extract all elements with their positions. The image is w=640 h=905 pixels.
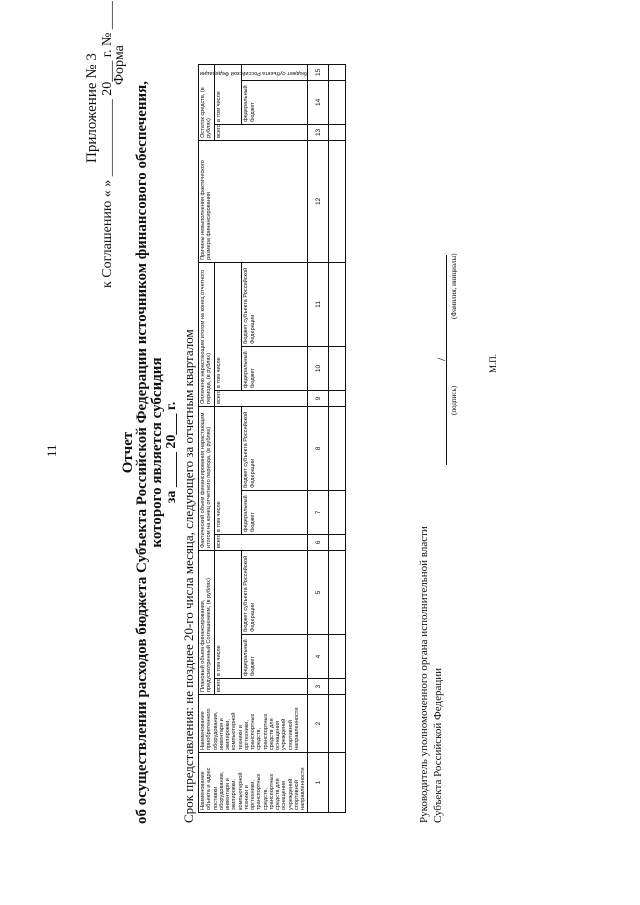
report-title-subject: об осуществлении расходов бюджета Субъекта Российской Федерации источником финансового обеспечения, (134, 80, 150, 825)
header-actual-funding: Фактический объем финансирования нарастающим итогом на конец отчетного периода, (в рублях) (199, 406, 215, 550)
header-object-address: Наименование объекта и адрес поставки оборудования, инвентаря и экипировки, компьютерной техники и оргтехники, транспортных средств, транспортных средств для оснащения учреждений спортивной направленности (199, 753, 308, 813)
header-row-1 (199, 64, 215, 812)
column-number: 7 (308, 490, 329, 534)
column-number: 4 (308, 635, 329, 679)
table-cell[interactable] (329, 550, 346, 634)
report-title: Отчет (120, 431, 136, 474)
report-table (198, 64, 346, 813)
column-number: 12 (308, 140, 329, 262)
header-total: всего (214, 534, 308, 550)
header-federal (242, 80, 308, 124)
column-number: 2 (308, 695, 329, 753)
header-planned-funding: Плановый объем финансирования, предусмотренный Соглашением, (в рублях) (199, 550, 215, 694)
page-number: 11 (44, 444, 59, 457)
header-total: всего (214, 390, 308, 406)
column-number: 11 (308, 262, 329, 346)
table-cell[interactable] (329, 490, 346, 534)
column-number: 10 (308, 346, 329, 390)
table-cell[interactable] (329, 80, 346, 124)
report-period: за _____ 20___ г. (164, 401, 179, 504)
table-cell[interactable] (329, 140, 346, 262)
stamp-place: М.П. (488, 353, 498, 373)
table-cell[interactable] (329, 753, 346, 813)
header-including: в том числе (214, 550, 242, 678)
header-regional: бюджет субъекта Российской Федерации (242, 406, 308, 490)
header-regional-vertical: бюджет субъекта Российской Федерации (200, 69, 308, 76)
signature-separator: / (434, 357, 448, 361)
column-numbers-row (308, 64, 329, 812)
signatory-region: Субъекта Российской Федерации (432, 668, 444, 823)
report-title-subsidy: которого является субсидия (149, 357, 165, 548)
table-cell[interactable] (329, 64, 346, 80)
column-number: 14 (308, 80, 329, 124)
column-number: 6 (308, 534, 329, 550)
table-cell[interactable] (329, 406, 346, 490)
column-number: 5 (308, 550, 329, 634)
appendix-agreement-line: к Соглашению « » ___________ 20___ г. № ____ (100, 1, 115, 288)
signature-caption: (подпись) (450, 385, 458, 415)
table-cell[interactable] (329, 635, 346, 679)
header-federal: федеральный бюджет (242, 635, 308, 679)
table-cell[interactable] (329, 124, 346, 140)
header-including: в том числе (214, 64, 242, 124)
header-total: всего (214, 679, 308, 695)
column-number: 8 (308, 406, 329, 490)
header-balance: Остаток средств, (в рублях) (199, 64, 215, 140)
table-cell[interactable] (329, 695, 346, 753)
form-label: Форма (112, 45, 127, 85)
appendix-title: Приложение № 3 (84, 53, 100, 163)
table-row (329, 64, 346, 812)
table-cell[interactable] (329, 679, 346, 695)
header-federal: федеральный бюджет (242, 490, 308, 534)
header-including: в том числе (214, 406, 242, 534)
table-cell[interactable] (329, 534, 346, 550)
header-regional: бюджет субъекта Российской Федерации (242, 550, 308, 634)
header-paid: Оплачено нарастающим итогом на конец отчетного периода, (в рублях) (199, 262, 215, 406)
table-cell[interactable] (329, 262, 346, 346)
submission-deadline: Срок представления: не позднее 20-го числа месяца, следующего за отчетным кварталом (181, 329, 196, 823)
header-regional: бюджет субъекта Российской Федерации (242, 262, 308, 346)
header-including: в том числе (214, 262, 242, 390)
header-equipment-name: Наименование приобретенного оборудования, инвентаря и экипировки, компьютерной техники и оргтехники, транспортных средств, транспортных средств для оснащения учреждений спортивной направленности (199, 695, 308, 753)
name-caption: (Фамилия, инициалы) (450, 253, 458, 319)
header-federal: федеральный бюджет (242, 346, 308, 390)
header-regional (200, 64, 308, 80)
column-number: 9 (308, 390, 329, 406)
header-reasons: Причины невыполнения фактического размера финансирования (199, 140, 308, 262)
table-cell[interactable] (329, 346, 346, 390)
table-cell[interactable] (329, 390, 346, 406)
header-total: всего (214, 124, 308, 140)
header-federal-vertical: федеральный бюджет (243, 85, 256, 122)
column-number: 15 (308, 64, 329, 80)
column-number: 1 (308, 753, 329, 813)
signatory-position: Руководитель уполномоченного органа исполнительной власти (418, 526, 430, 823)
column-number: 3 (308, 679, 329, 695)
column-number: 13 (308, 124, 329, 140)
